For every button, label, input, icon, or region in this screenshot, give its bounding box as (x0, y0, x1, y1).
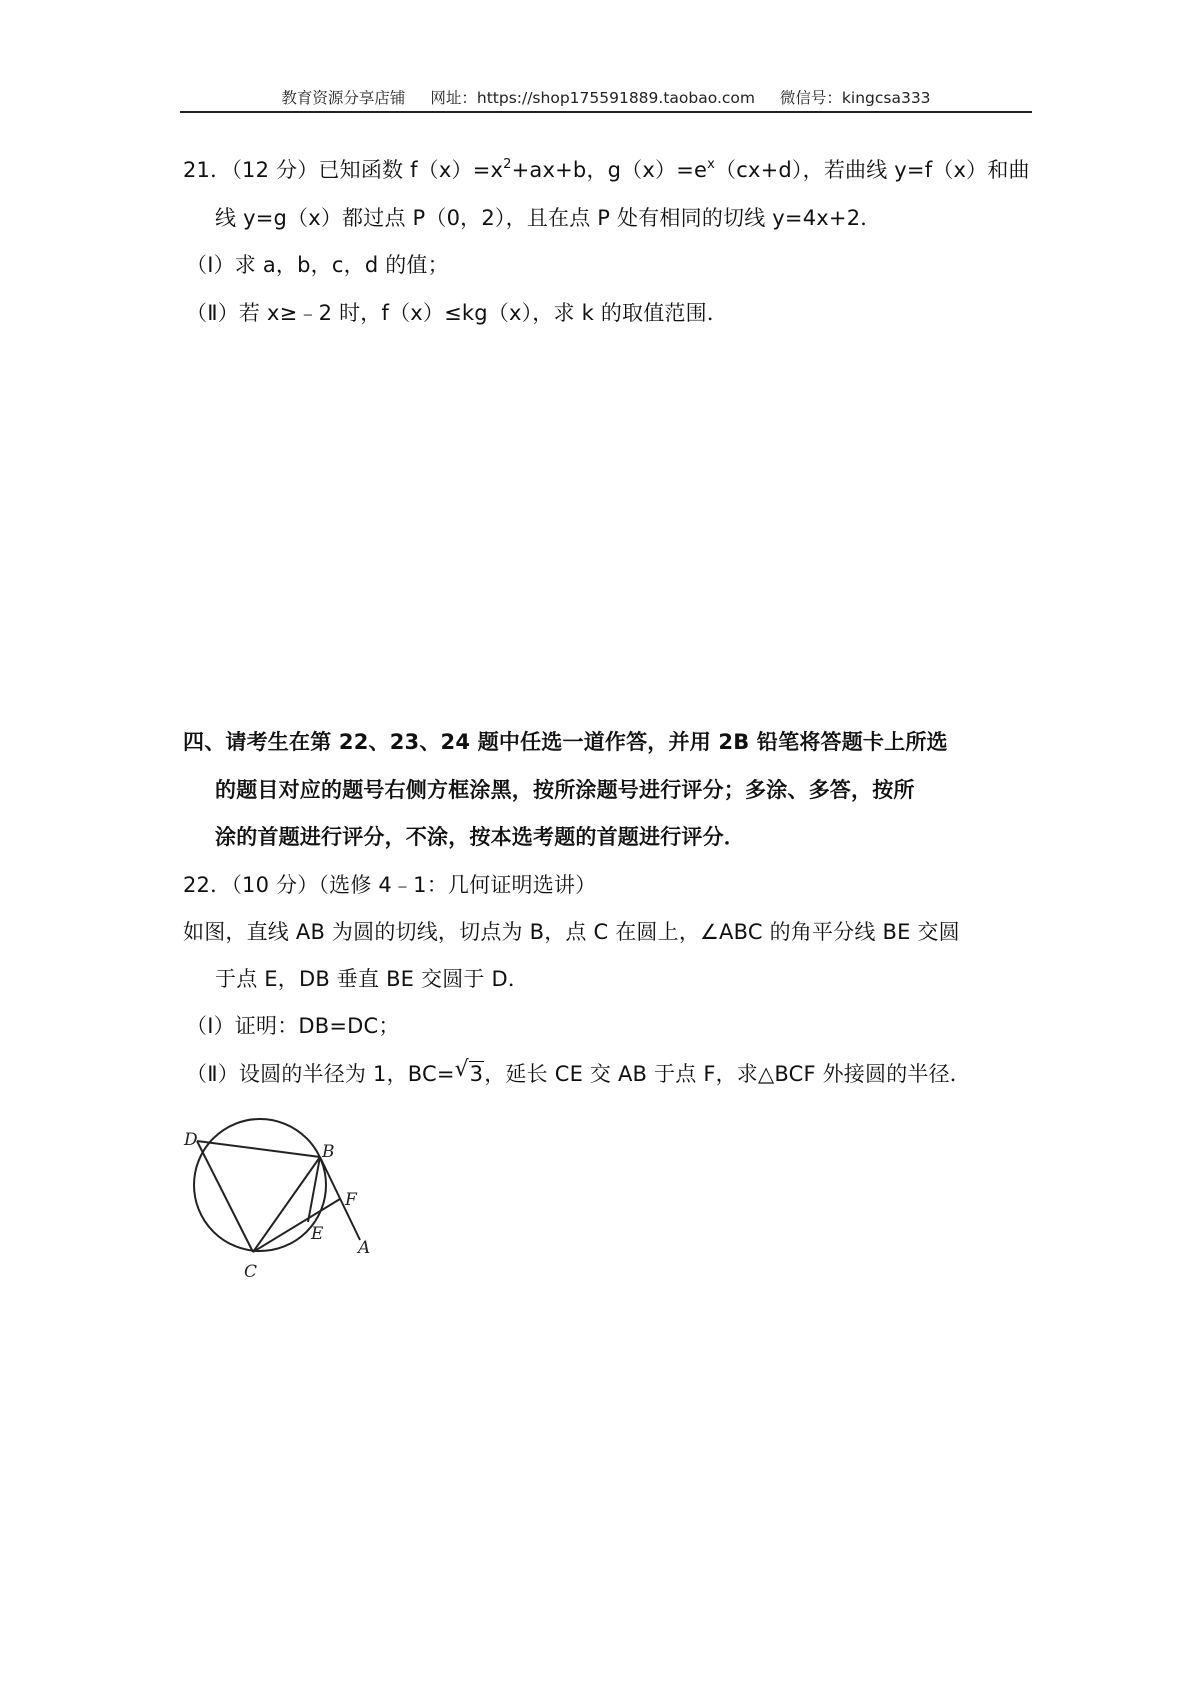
q21-part2: （Ⅱ）若 x≥﹣2 时，f（x）≤kg（x），求 k 的取值范围． (186, 301, 729, 325)
section4-line2: 的题目对应的题号右侧方框涂黑，按所涂题号进行评分；多涂、多答，按所 (215, 778, 915, 802)
q21-sup-2: 2 (503, 157, 512, 172)
q21-sup-x: x (707, 157, 716, 172)
geometry-figure (180, 1105, 380, 1285)
header-wechat: 微信号：kingcsa333 (779, 89, 931, 107)
label-d: D (184, 1130, 198, 1150)
sqrt-symbol: √ 3 (454, 1057, 484, 1086)
q22-title: 22．（10 分）（选修 4﹣1：几何证明选讲） (183, 873, 597, 897)
q21-part1: （Ⅰ）求 a，b，c，d 的值； (186, 253, 449, 277)
q22-part2-a: （Ⅱ）设圆的半径为 1，BC= (186, 1062, 455, 1086)
label-b: B (322, 1142, 335, 1162)
q22-stem2: 于点 E，DB 垂直 BE 交圆于 D． (215, 967, 530, 991)
segment-dc (197, 1141, 253, 1252)
q21-line1-b: +ax+b，g（x）=e (511, 158, 708, 182)
segment-db (197, 1141, 320, 1157)
q21-line1-a: 21．（12 分）已知函数 f（x）=x (183, 158, 504, 182)
segment-bc (253, 1157, 320, 1252)
label-e: E (311, 1224, 324, 1244)
header-divider (180, 111, 1032, 113)
section4-line1: 四、请考生在第 22、23、24 题中任选一道作答，并用 2B 铅笔将答题卡上所选 (183, 730, 948, 754)
q21-line1-c: （cx+d），若曲线 y=f（x）和曲 (715, 158, 1030, 182)
label-c: C (244, 1262, 258, 1282)
q22-part1: （Ⅰ）证明：DB=DC； (186, 1014, 400, 1038)
segment-cf (253, 1199, 340, 1252)
header-url: 网址：https://shop175591889.taobao.com (430, 89, 755, 107)
sqrt-radicand: 3 (469, 1062, 484, 1086)
section4-line3: 涂的首题进行评分，不涂，按本选考题的首题进行评分． (215, 825, 745, 849)
header-shop: 教育资源分享店铺 (281, 89, 406, 107)
label-f: F (345, 1190, 357, 1210)
figure-circle (194, 1119, 326, 1251)
q22-part2 (186, 1057, 971, 1088)
q21-line1 (183, 156, 1030, 184)
label-a: A (358, 1238, 371, 1258)
q21-line2: 线 y=g（x）都过点 P（0，2），且在点 P 处有相同的切线 y=4x+2． (215, 206, 882, 230)
q22-stem1: 如图，直线 AB 为圆的切线，切点为 B，点 C 在圆上，∠ABC 的角平分线 BE 交圆 (183, 920, 960, 944)
page-header (180, 86, 1032, 108)
q22-part2-b: ，延长 CE 交 AB 于点 F，求△BCF 外接圆的半径． (484, 1062, 971, 1086)
